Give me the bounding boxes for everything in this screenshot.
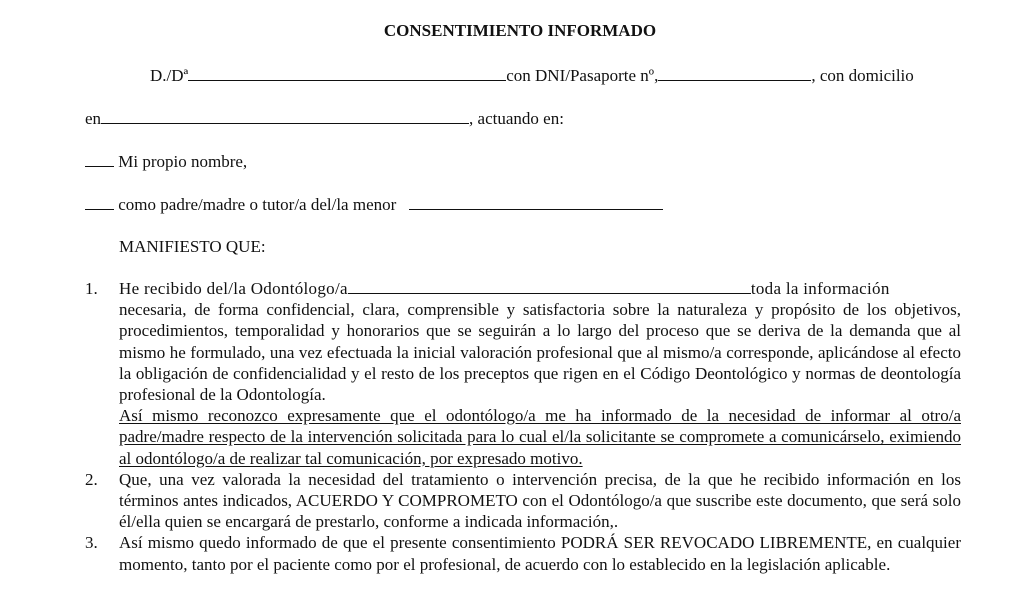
list-item <box>85 532 961 574</box>
item-lead-line <box>119 278 961 299</box>
item-number: 2. <box>85 469 98 489</box>
as-parent-checkbox[interactable] <box>85 194 114 210</box>
address-line <box>85 108 564 129</box>
name-field[interactable] <box>188 65 506 81</box>
name-prefix: D./Dª <box>150 66 189 85</box>
own-name-checkbox[interactable] <box>85 151 114 167</box>
item-text: necesaria, de forma confidencial, clara, comprensible y satisfactoria sobre la naturaleza y propósito de los objetivos, procedimientos, temporalidad y honorarios que se seguirán a lo largo del proceso que se deriva de la demanda que al mismo he formulado, una vez efectuada la inicial valoración profesional que al mismo/a corresponde, aplicándose al efecto la obligación de confidencialidad y el resto de los preceptos que rigen en el Código Deontológico y normas de deontología profesional de la Odontología. <box>119 300 961 405</box>
item-lead: He recibido del/la Odontólogo/a <box>119 279 348 298</box>
item-text: Así mismo quedo informado de que el presente consentimiento PODRÁ SER REVOCADO LIBREMENTE, en cualquier momento, tanto por el paciente como por el profesional, de acuerdo con lo establecido en la legislación aplicable. <box>119 533 961 574</box>
address-field[interactable] <box>101 108 469 124</box>
own-name-label: Mi propio nombre, <box>118 152 248 171</box>
item-number: 1. <box>85 279 98 298</box>
address-suffix: , actuando en: <box>469 109 564 128</box>
minor-name-field[interactable] <box>409 194 663 210</box>
dentist-name-field[interactable] <box>348 278 751 294</box>
domicilio-label: , con domicilio <box>811 66 914 85</box>
item-number: 3. <box>85 533 98 553</box>
manifiesto-heading: MANIFIESTO QUE: <box>119 237 266 256</box>
identity-line <box>150 65 914 86</box>
list-item <box>85 278 961 469</box>
item-underlined-text: Así mismo reconozco expresamente que el odontólogo/a me ha informado de la necesidad de informar al otro/a padre/madre respecto de la intervención solicitada para lo cual el/la solicitante se compromete a comunicárselo, eximiendo al odontólogo/a de realizar tal comunicación, por expresado motivo. <box>119 406 961 468</box>
dni-label: con DNI/Pasaporte nº, <box>506 66 659 85</box>
item-lead-after: toda la información <box>750 279 890 298</box>
as-parent-label: como padre/madre o tutor/a del/la menor <box>118 195 397 214</box>
option-as-parent <box>85 194 663 215</box>
item-text: Que, una vez valorada la necesidad del tratamiento o intervención precisa, de la que he recibido información en los términos antes indicados, ACUERDO Y COMPROMETO con el Odontólogo/a que suscribe este documento, que será solo él/ella quien se encargará de prestarlo, conforme a indicada información,. <box>119 469 961 532</box>
consent-list <box>85 278 961 575</box>
address-prefix: en <box>85 109 102 128</box>
dni-field[interactable] <box>658 65 811 81</box>
list-item <box>85 469 961 533</box>
document-title: CONSENTIMIENTO INFORMADO <box>383 21 657 40</box>
option-own-name <box>85 151 247 172</box>
